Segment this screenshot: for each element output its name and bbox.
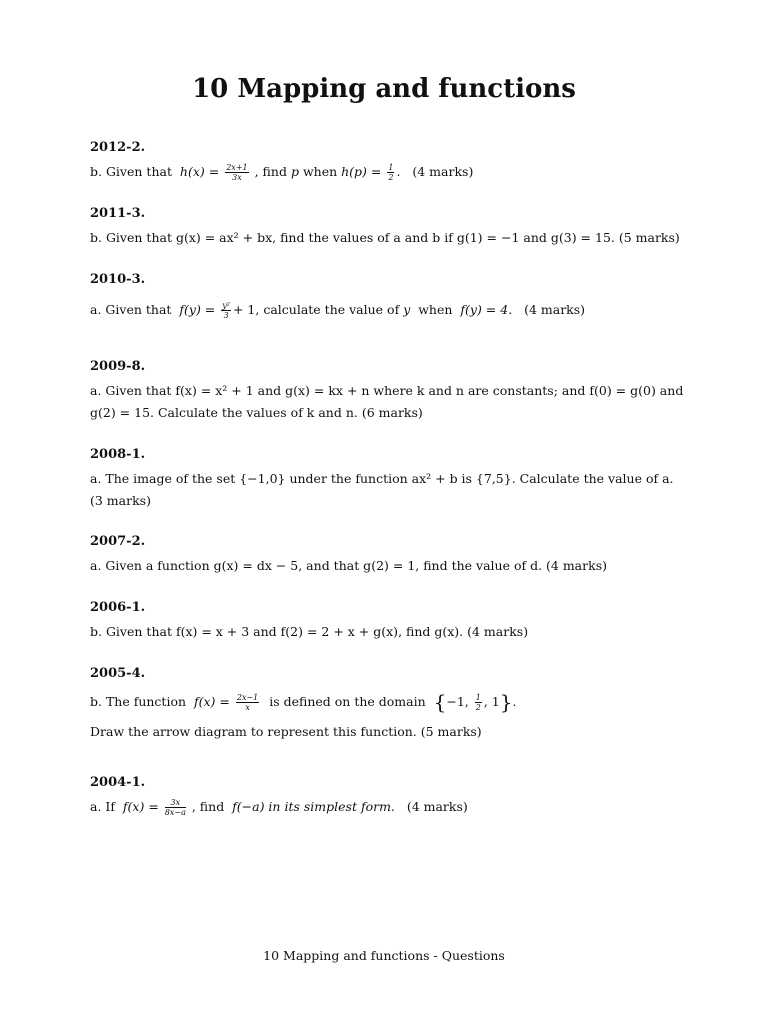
question-year: 2006-1.	[90, 600, 146, 615]
question-2007-2	[90, 531, 690, 577]
fraction: $\frac{3x}{8x-a}$	[164, 798, 186, 817]
question-text: a. Given a function g(x) = dx − 5, and that g(2) = 1, find the value of d. (4 marks)	[90, 558, 607, 573]
question-text: a. Given that f(y) = $\frac{\text{y²}}{3}$ + 1, calculate the value of y when f(y) = 4. (4 marks)	[90, 301, 586, 320]
question-text: b. The function f(x) = $\frac{2x-1}{x}$ is defined on the domain {−1, $\frac{1}{2}$ , 1}.	[90, 690, 517, 714]
question-2009-8	[90, 356, 690, 424]
question-text-line-1: a. Given that f(x) = x² + 1 and g(x) = kx + n where k and n are constants; and f(0) = g(0) and	[90, 383, 684, 398]
question-year: 2009-8.	[90, 359, 146, 374]
question-year: 2010-3.	[90, 272, 146, 287]
fraction: $\frac{1}{2}$	[475, 693, 481, 712]
question-year: 2005-4.	[90, 666, 146, 681]
question-text: b. Given that g(x) = ax² + bx, find the values of a and b if g(1) = −1 and g(3) = 15. (5 marks)	[90, 230, 680, 245]
page-footer: 10 Mapping and functions - Questions	[263, 948, 505, 963]
question-year: 2008-1.	[90, 447, 146, 462]
question-year: 2007-2.	[90, 534, 146, 549]
question-text-line-2: Draw the arrow diagram to represent this function. (5 marks)	[90, 724, 482, 739]
question-2006-1	[90, 597, 690, 643]
question-year: 2012-2.	[90, 140, 146, 155]
question-text-line-1: a. The image of the set {−1,0} under the function ax² + b is {7,5}. Calculate the value of a.	[90, 471, 674, 486]
question-text: b. Given that f(x) = x + 3 and f(2) = 2 + x + g(x), find g(x). (4 marks)	[90, 624, 529, 639]
question-2012-2	[90, 137, 690, 183]
question-year: 2004-1.	[90, 775, 146, 790]
question-2004-1	[90, 772, 690, 818]
question-year: 2011-3.	[90, 206, 146, 221]
question-2005-4	[90, 663, 690, 743]
fraction: $\frac{\text{y²}}{3}$	[222, 301, 230, 320]
fraction: $\frac{2x-1}{x}$	[236, 693, 259, 712]
question-text-line-2: (3 marks)	[90, 493, 151, 508]
fraction: $\frac{2x+1}{3x}$	[226, 163, 248, 182]
question-2011-3	[90, 203, 690, 249]
question-text-line-2: g(2) = 15. Calculate the values of k and n. (6 marks)	[90, 405, 423, 420]
page-title: 10 Mapping and functions	[192, 74, 576, 104]
question-text: a. If f(x) = $\frac{3x}{8x-a}$ , find f(−a) in its simplest form. (4 marks)	[90, 798, 468, 817]
question-text: b. Given that h(x) = $\frac{2x+1}{3x}$ , find p when h(p) = $\frac{1}{2}$ . (4 marks)	[90, 163, 474, 182]
question-2010-3	[90, 269, 690, 321]
fraction: $\frac{1}{2}$	[388, 163, 394, 182]
question-2008-1	[90, 444, 690, 512]
